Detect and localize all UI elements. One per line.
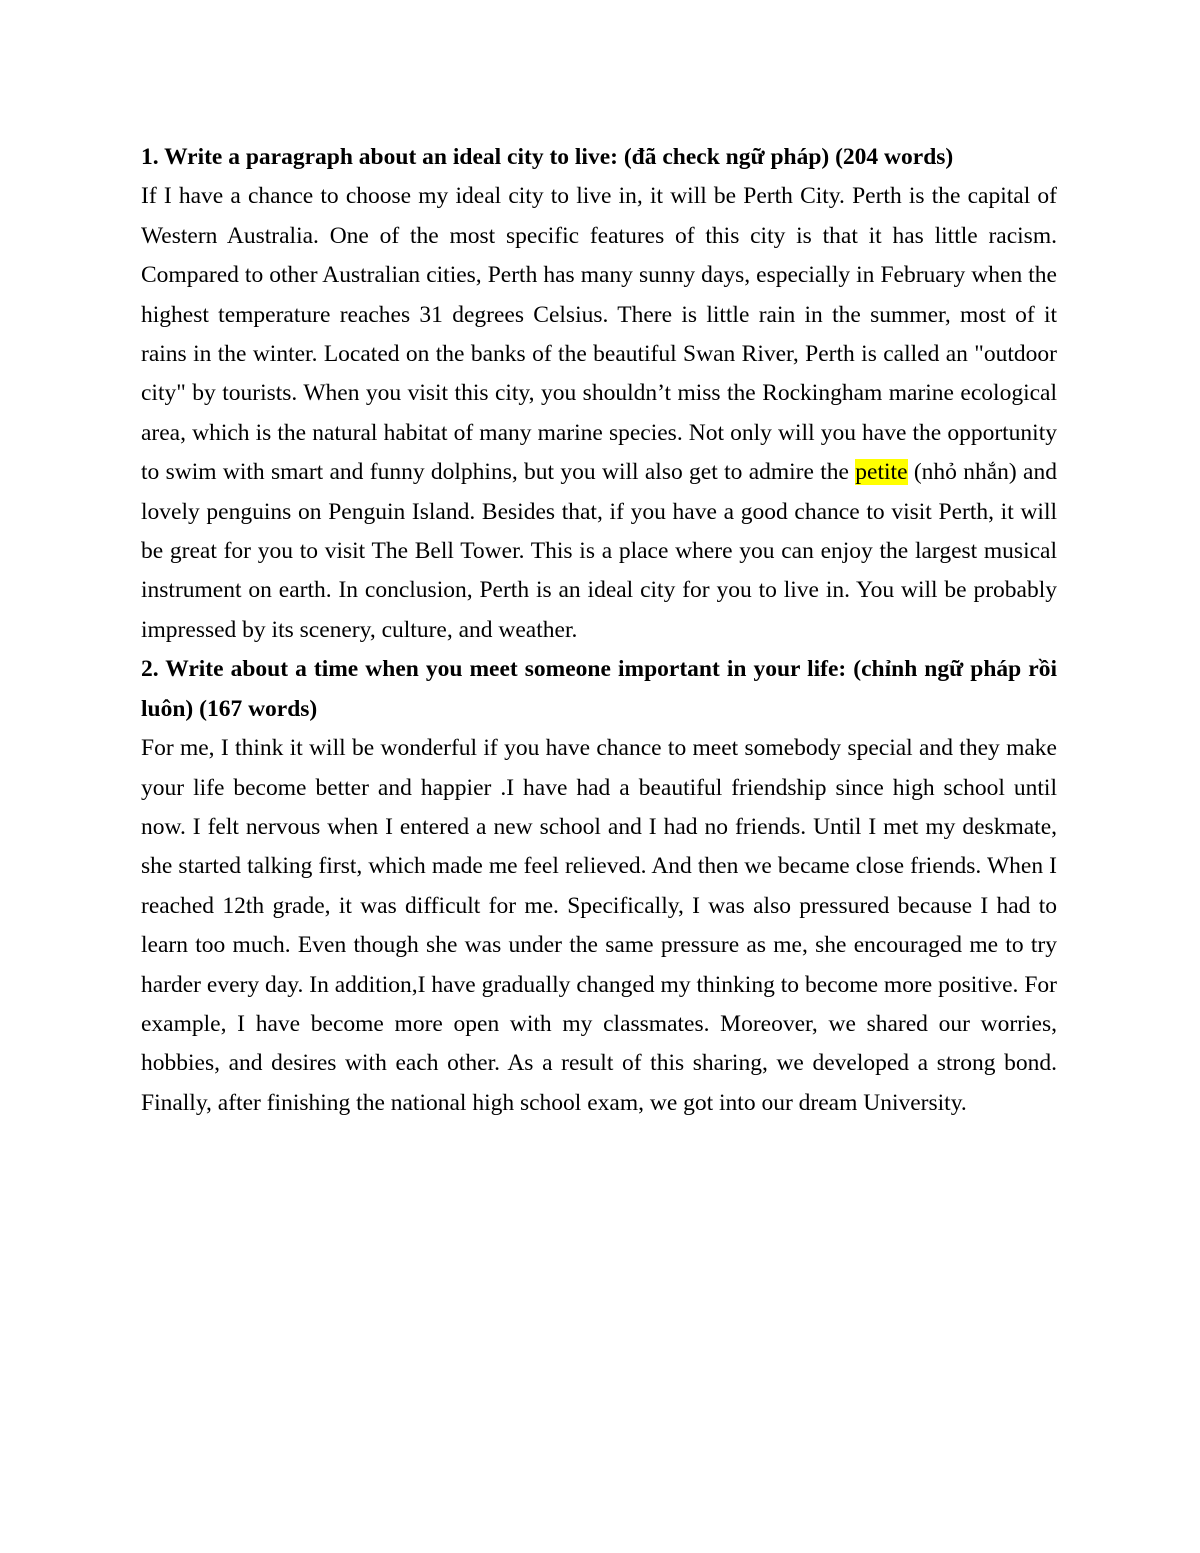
document-page xyxy=(141,138,1057,1123)
section-1-body-end: (nhỏ nhắn) and lovely penguins on Penguin Island. Besides that, if you have a good chance to visit Perth, it will be great for you to visit The Bell Tower. This is a place where you can enjoy the largest musical instrument on earth. In conclusion, Perth is an ideal city for you to live in. You will be probably impressed by its scenery, culture, and weather. xyxy=(141,459,1057,643)
highlighted-word: petite xyxy=(855,459,908,486)
section-ideal-city xyxy=(141,138,1057,650)
section-1-heading: 1. Write a paragraph about an ideal city to live: (đã check ngữ pháp) (204 words) xyxy=(141,144,954,170)
section-2-body: For me, I think it will be wonderful if you have chance to meet somebody special and they make your life become better and happier .I have had a beautiful friendship since high school until now. I felt nervous when I entered a new school and I had no friends. Until I met my deskmate, she started talking first, which made me feel relieved. And then we became close friends. When I reached 12th grade, it was difficult for me. Specifically, I was also pressured because I had to learn too much. Even though she was under the same pressure as me, she encouraged me to try harder every day. In addition,I have gradually changed my thinking to become more positive. For example, I have become more open with my classmates. Moreover, we shared our worries, hobbies, and desires with each other. As a result of this sharing, we developed a strong bond. Finally, after finishing the national high school exam, we got into our dream University. xyxy=(141,735,1057,1116)
section-2-heading: 2. Write about a time when you meet someone important in your life: (chỉnh ngữ pháp rồi luôn) (167 words) xyxy=(141,656,1057,722)
section-important-person xyxy=(141,650,1057,1123)
section-1-body-start: If I have a chance to choose my ideal city to live in, it will be Perth City. Perth is the capital of Western Australia. One of the most specific features of this city is that it has little racism. Compared to other Australian cities, Perth has many sunny days, especially in February when the highest temperature reaches 31 degrees Celsius. There is little rain in the summer, most of it rains in the winter. Located on the banks of the beautiful Swan River, Perth is called an "outdoor city" by tourists. When you visit this city, you shouldn’t miss the Rockingham marine ecological area, which is the natural habitat of many marine species. Not only will you have the opportunity to swim with smart and funny dolphins, but you will also get to admire the xyxy=(141,183,1057,486)
section-1-body xyxy=(141,177,1057,650)
